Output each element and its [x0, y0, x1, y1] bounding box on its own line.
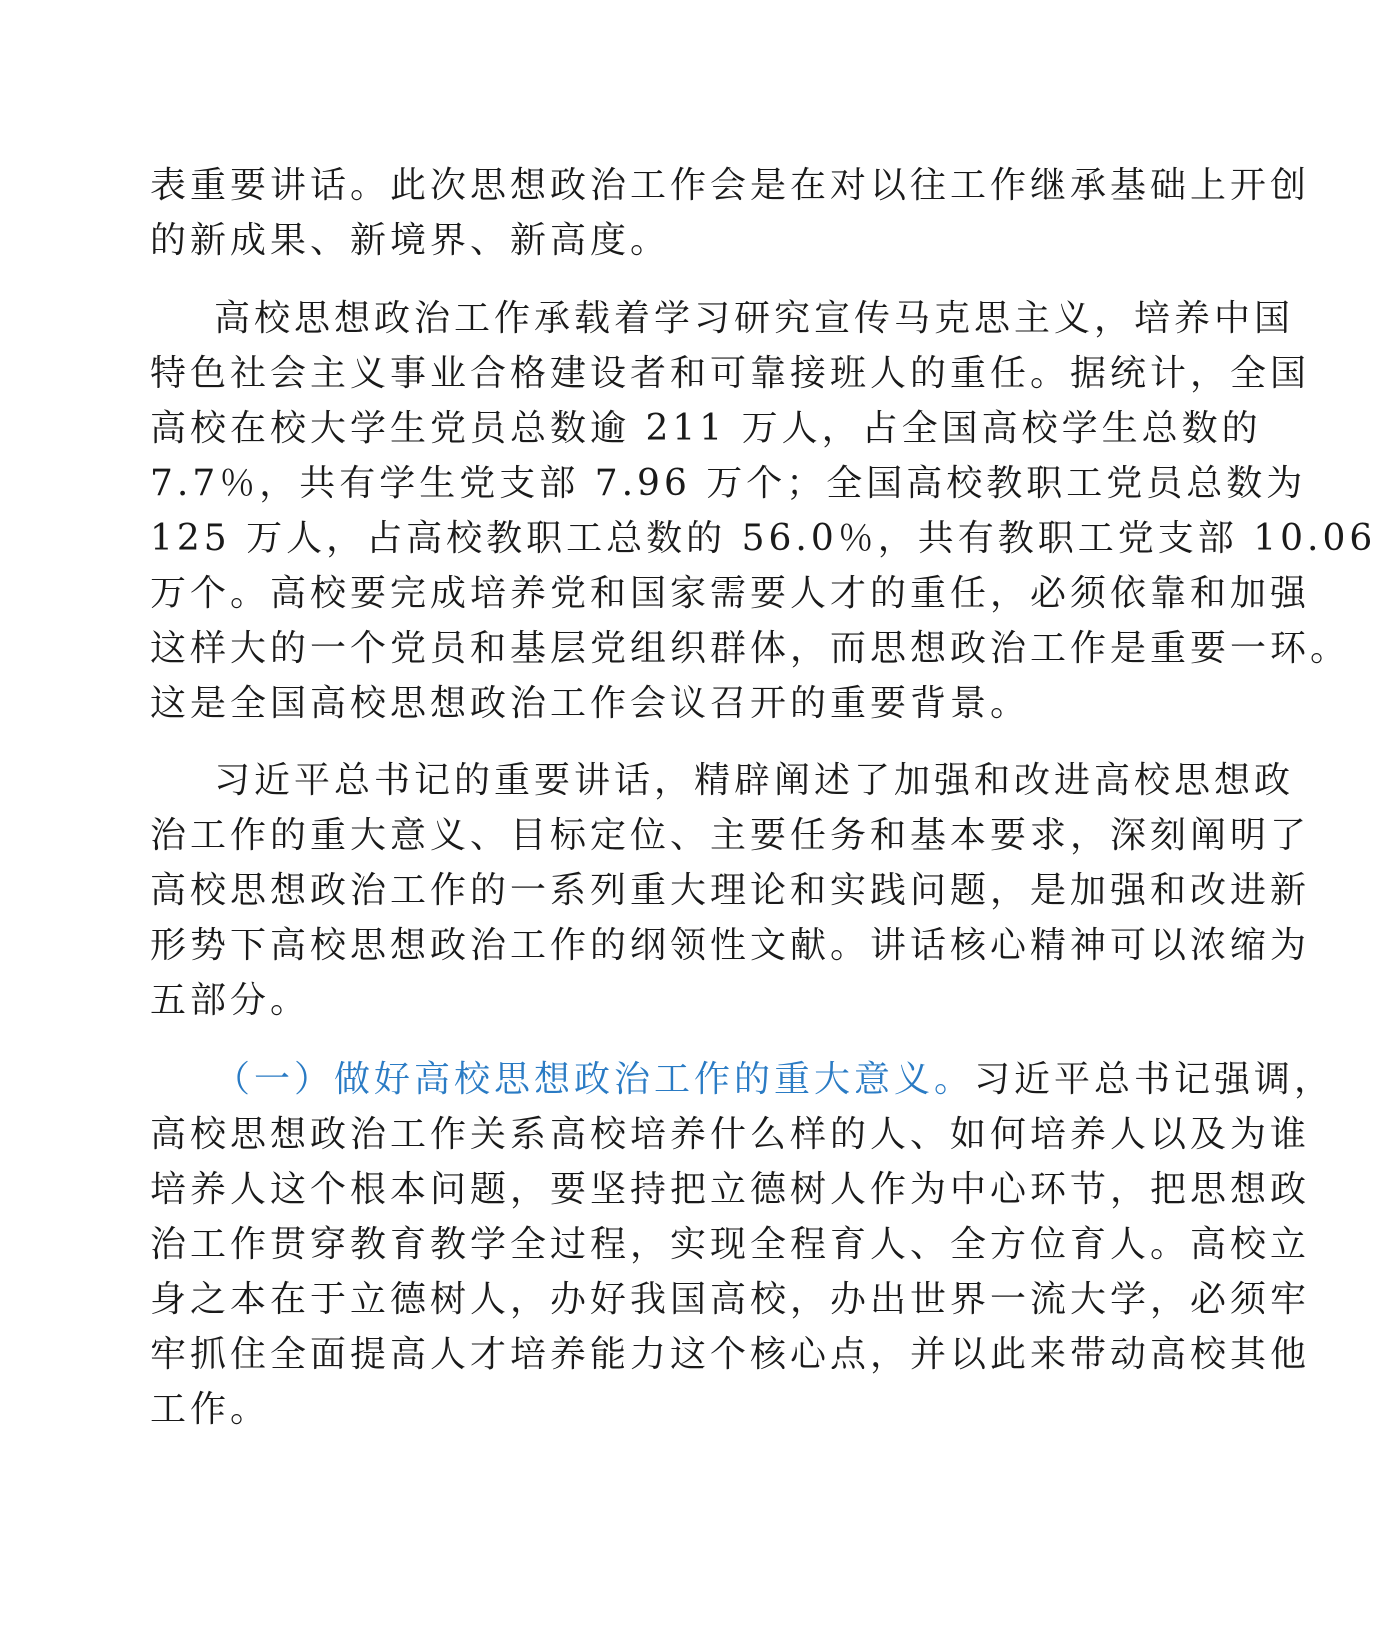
paragraph-first-line — [150, 1052, 1335, 1107]
paragraph-line-rest: 习近平总书记强调， — [974, 1059, 1335, 1100]
paragraph-line: 高校思想政治工作关系高校培养什么样的人、如何培养人以及为谁 — [150, 1114, 1311, 1155]
paragraph-line: 125 万人，占高校教职工总数的 56.0％，共有教职工党支部 10.06 — [150, 518, 1376, 559]
paragraph-line: 7.7％，共有学生党支部 7.96 万个；全国高校教职工党员总数为 — [150, 463, 1307, 504]
paragraph-line: 牢抓住全面提高人才培养能力这个核心点，并以此来带动高校其他 — [150, 1334, 1311, 1375]
paragraph-line: 五部分。 — [150, 980, 311, 1021]
paragraph-line: 工作。 — [150, 1389, 271, 1430]
paragraph-line: 万个。高校要完成培养党和国家需要人才的重任，必须依靠和加强 — [150, 573, 1311, 614]
section-heading: （一）做好高校思想政治工作的重大意义。 — [214, 1059, 975, 1100]
paragraph-line: 这样大的一个党员和基层党组织群体，而思想政治工作是重要一环。 — [150, 628, 1351, 669]
paragraph-line: 高校思想政治工作承载着学习研究宣传马克思主义，培养中国 — [214, 298, 1295, 339]
paragraph-line: 治工作的重大意义、目标定位、主要任务和基本要求，深刻阐明了 — [150, 815, 1311, 856]
paragraph-line: 高校在校大学生党员总数逾 211 万人，占全国高校学生总数的 — [150, 408, 1262, 449]
paragraph-line: 高校思想政治工作的一系列重大理论和实践问题，是加强和改进新 — [150, 870, 1311, 911]
paragraph-line: 表重要讲话。此次思想政治工作会是在对以往工作继承基础上开创 — [150, 165, 1311, 206]
paragraph-3 — [150, 753, 1311, 1028]
paragraph-1 — [150, 158, 1311, 268]
paragraph-4 — [150, 1052, 1335, 1437]
paragraph-line: 身之本在于立德树人，办好我国高校，办出世界一流大学，必须牢 — [150, 1279, 1311, 1320]
paragraph-line: 治工作贯穿教育教学全过程，实现全程育人、全方位育人。高校立 — [150, 1224, 1311, 1265]
paragraph-2 — [150, 291, 1376, 731]
paragraph-line: 培养人这个根本问题，要坚持把立德树人作为中心环节，把思想政 — [150, 1169, 1311, 1210]
paragraph-line: 形势下高校思想政治工作的纲领性文献。讲话核心精神可以浓缩为 — [150, 925, 1311, 966]
paragraph-line: 特色社会主义事业合格建设者和可靠接班人的重任。据统计，全国 — [150, 353, 1311, 394]
paragraph-line: 这是全国高校思想政治工作会议召开的重要背景。 — [150, 683, 1031, 724]
paragraph-line: 习近平总书记的重要讲话，精辟阐述了加强和改进高校思想政 — [214, 760, 1295, 801]
paragraph-line: 的新成果、新境界、新高度。 — [150, 220, 671, 261]
